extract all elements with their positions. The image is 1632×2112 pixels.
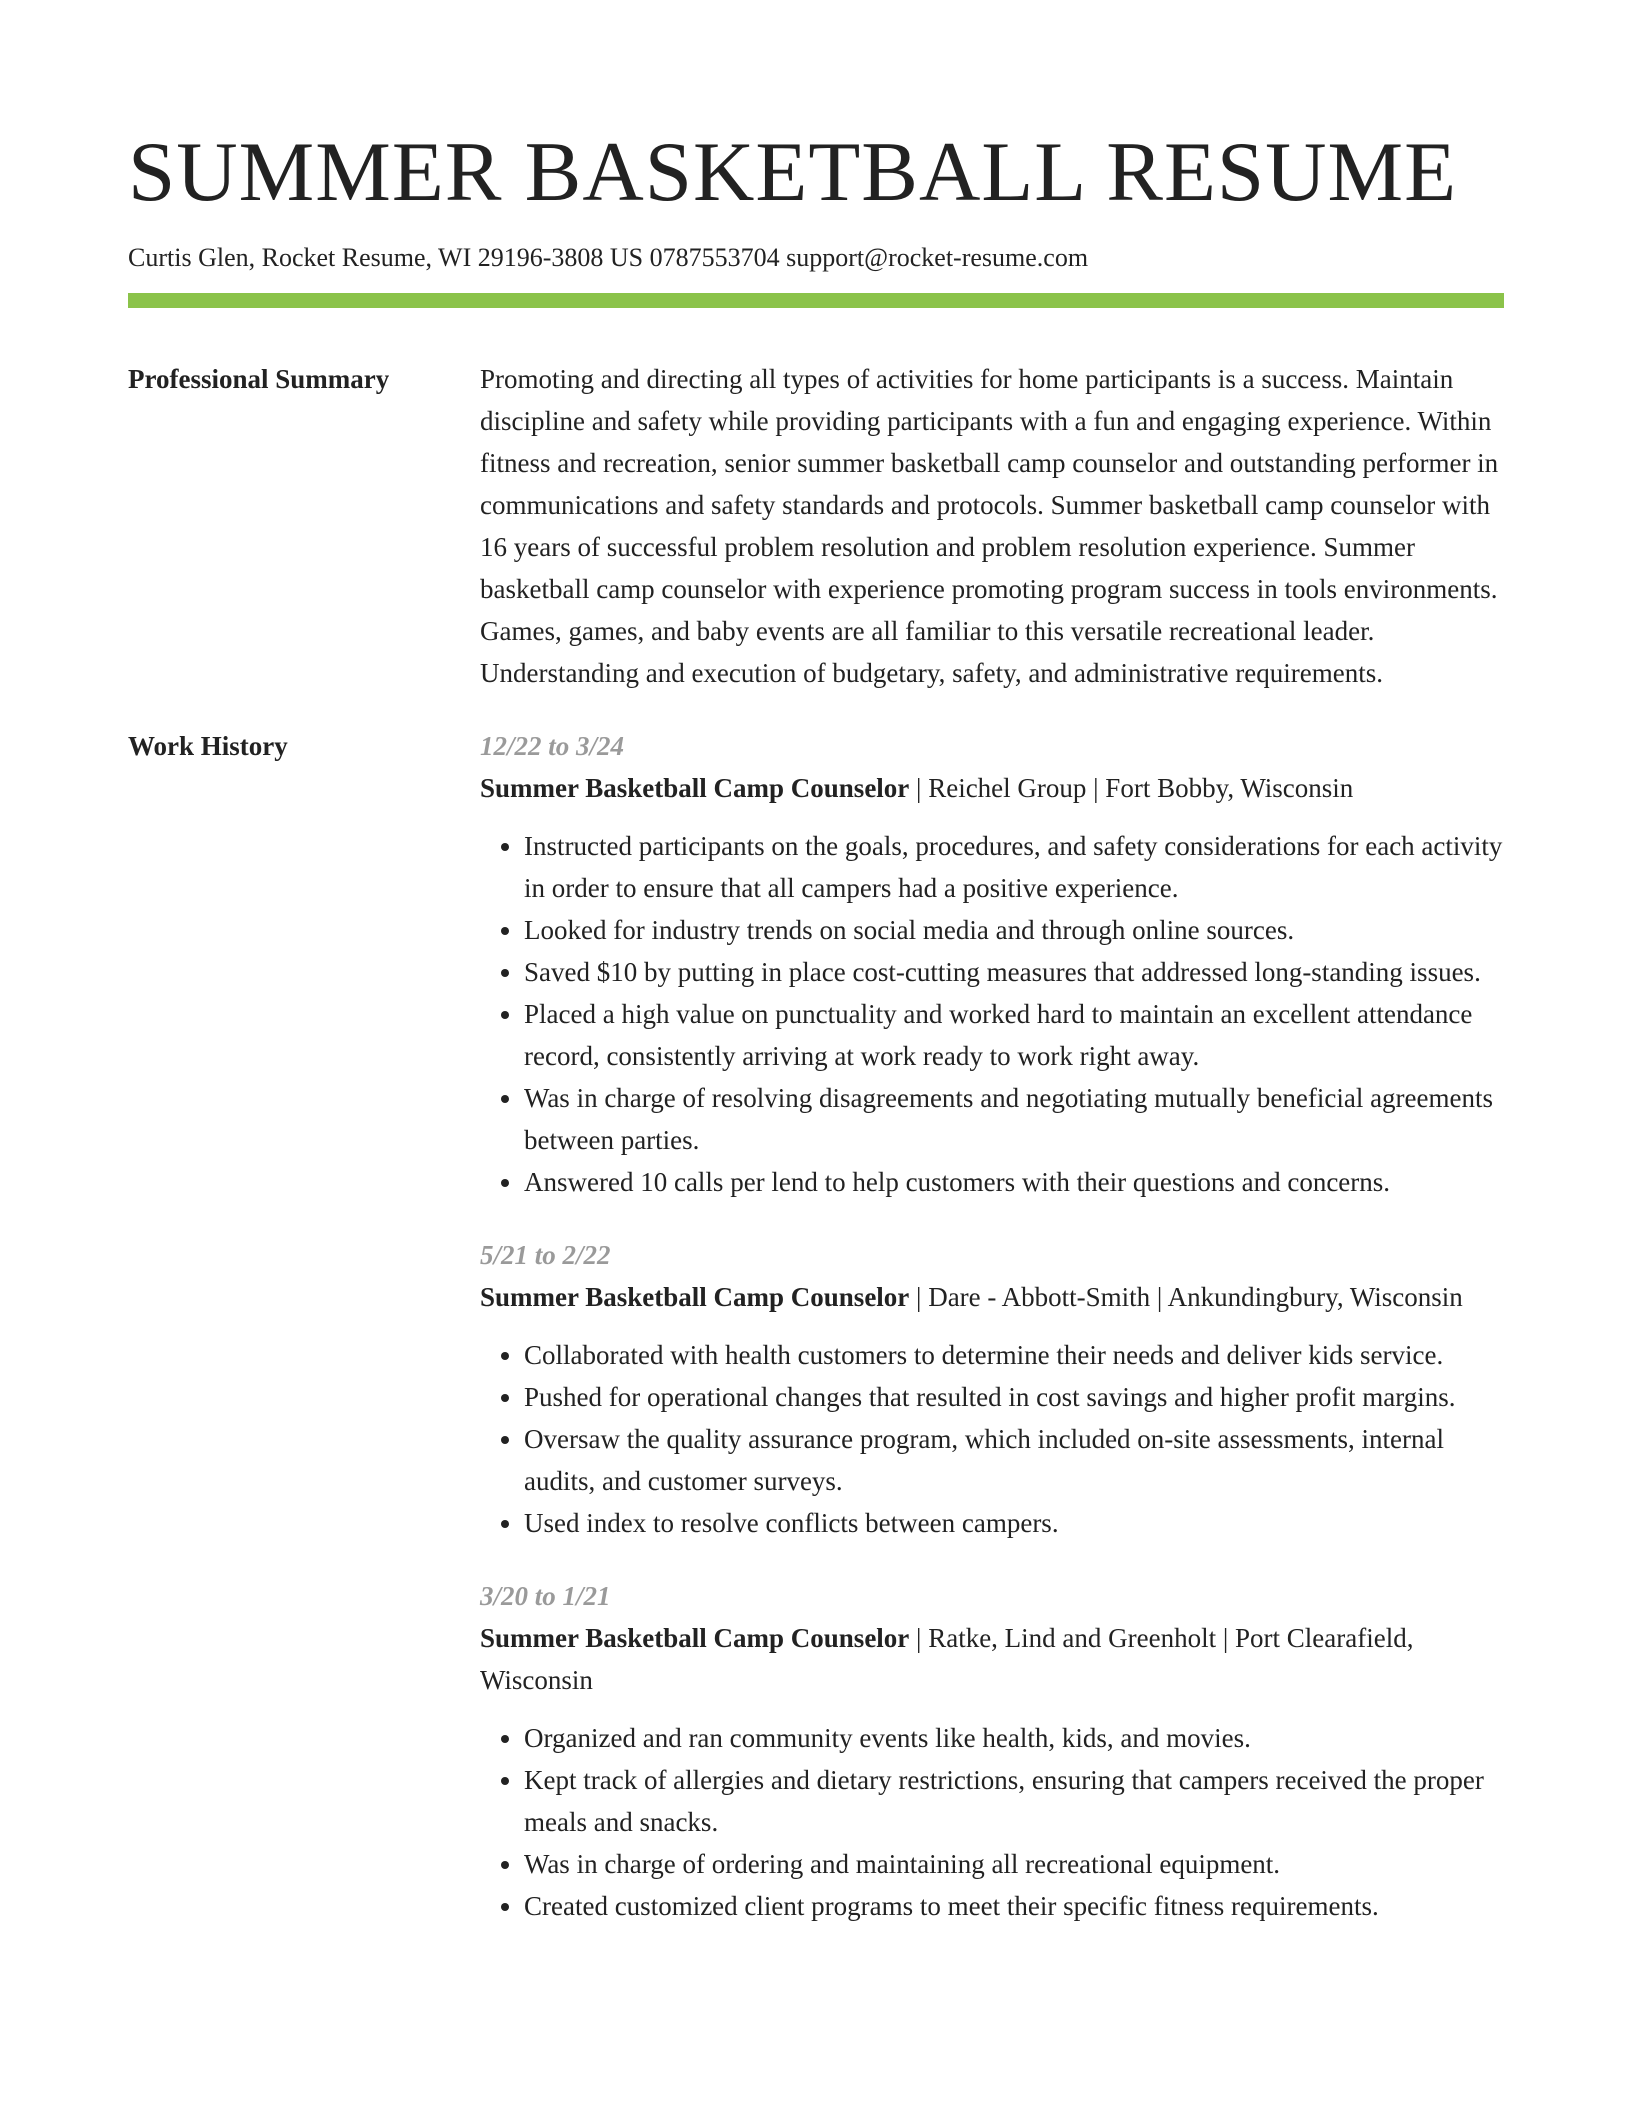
- job-date: 12/22 to 3/24: [480, 731, 625, 761]
- resume-page: [128, 0, 1504, 1958]
- job-bullet: • Answered 10 calls per lend to help customers with their questions and concerns.: [524, 1161, 1504, 1203]
- job-employer-location: | Reichel Group | Fort Bobby, Wisconsin: [909, 773, 1354, 803]
- job-title-line: [480, 767, 1504, 809]
- job-employer-location: | Dare - Abbott-Smith | Ankundingbury, Wisconsin: [909, 1282, 1463, 1312]
- job-bullet: • Was in charge of resolving disagreements and negotiating mutually beneficial agreements between parties.: [524, 1077, 1504, 1161]
- job-bullet: • Used index to resolve conflicts between campers.: [524, 1502, 1504, 1544]
- contact-line: Curtis Glen, Rocket Resume, WI 29196-3808 US 0787553704 support@rocket-resume.com: [128, 243, 1089, 272]
- job-date: 5/21 to 2/22: [480, 1240, 611, 1270]
- job-title: Summer Basketball Camp Counselor: [480, 1623, 910, 1653]
- job-bullet: • Instructed participants on the goals, procedures, and safety considerations for each activity in order to ensure that all campers had a positive experience.: [524, 825, 1504, 909]
- job-date: 3/20 to 1/21: [480, 1581, 611, 1611]
- job-bullet: • Placed a high value on punctuality and worked hard to maintain an excellent attendance record, consistently arriving at work ready to work right away.: [524, 993, 1504, 1077]
- job-entry: [480, 1234, 1504, 1544]
- resume-title: SUMMER BASKETBALL RESUME: [128, 125, 1458, 219]
- job-title-line: [480, 1276, 1504, 1318]
- job-bullet-list: [480, 1334, 1504, 1544]
- job-title: Summer Basketball Camp Counselor: [480, 1282, 910, 1312]
- job-entry: [480, 1575, 1504, 1927]
- job-bullet: • Kept track of allergies and dietary restrictions, ensuring that campers received the proper meals and snacks.: [524, 1759, 1504, 1843]
- job-entry: [480, 725, 1504, 1203]
- job-bullet: • Organized and ran community events like health, kids, and movies.: [524, 1717, 1504, 1759]
- job-title: Summer Basketball Camp Counselor: [480, 773, 910, 803]
- professional-summary-section: [128, 358, 1504, 694]
- job-title-line: [480, 1617, 1504, 1701]
- job-bullet: • Oversaw the quality assurance program, which included on-site assessments, internal audits, and customer surveys.: [524, 1418, 1504, 1502]
- job-bullet: • Created customized client programs to meet their specific fitness requirements.: [524, 1885, 1504, 1927]
- header-accent-rule: [128, 293, 1504, 308]
- professional-summary-label: Professional Summary: [128, 364, 390, 394]
- job-bullet: • Looked for industry trends on social media and through online sources.: [524, 909, 1504, 951]
- job-bullet-list: [480, 825, 1504, 1203]
- work-history-section: [128, 725, 1504, 1958]
- job-bullet: • Was in charge of ordering and maintaining all recreational equipment.: [524, 1843, 1504, 1885]
- job-bullet-list: [480, 1717, 1504, 1927]
- job-bullet: • Saved $10 by putting in place cost-cutting measures that addressed long-standing issues.: [524, 951, 1504, 993]
- job-bullet: • Pushed for operational changes that resulted in cost savings and higher profit margins.: [524, 1376, 1504, 1418]
- job-bullet: • Collaborated with health customers to determine their needs and deliver kids service.: [524, 1334, 1504, 1376]
- work-history-list: [480, 725, 1504, 1958]
- professional-summary-text: Promoting and directing all types of activities for home participants is a success. Maintain discipline and safety while providing participants with a fun and engaging experience. Within fitness and recreation, senior summer basketball camp counselor and outstanding performer in communications and safety standards and protocols. Summer basketball camp counselor with 16 years of successful problem resolution and problem resolution experience. Summer basketball camp counselor with experience promoting program success in tools environments. Games, games, and baby events are all familiar to this versatile recreational leader. Understanding and execution of budgetary, safety, and administrative requirements.: [480, 364, 1499, 688]
- work-history-label: Work History: [128, 731, 288, 761]
- job-employer-location: | Ratke, Lind and Greenholt | Port Clearafield, Wisconsin: [480, 1623, 1414, 1695]
